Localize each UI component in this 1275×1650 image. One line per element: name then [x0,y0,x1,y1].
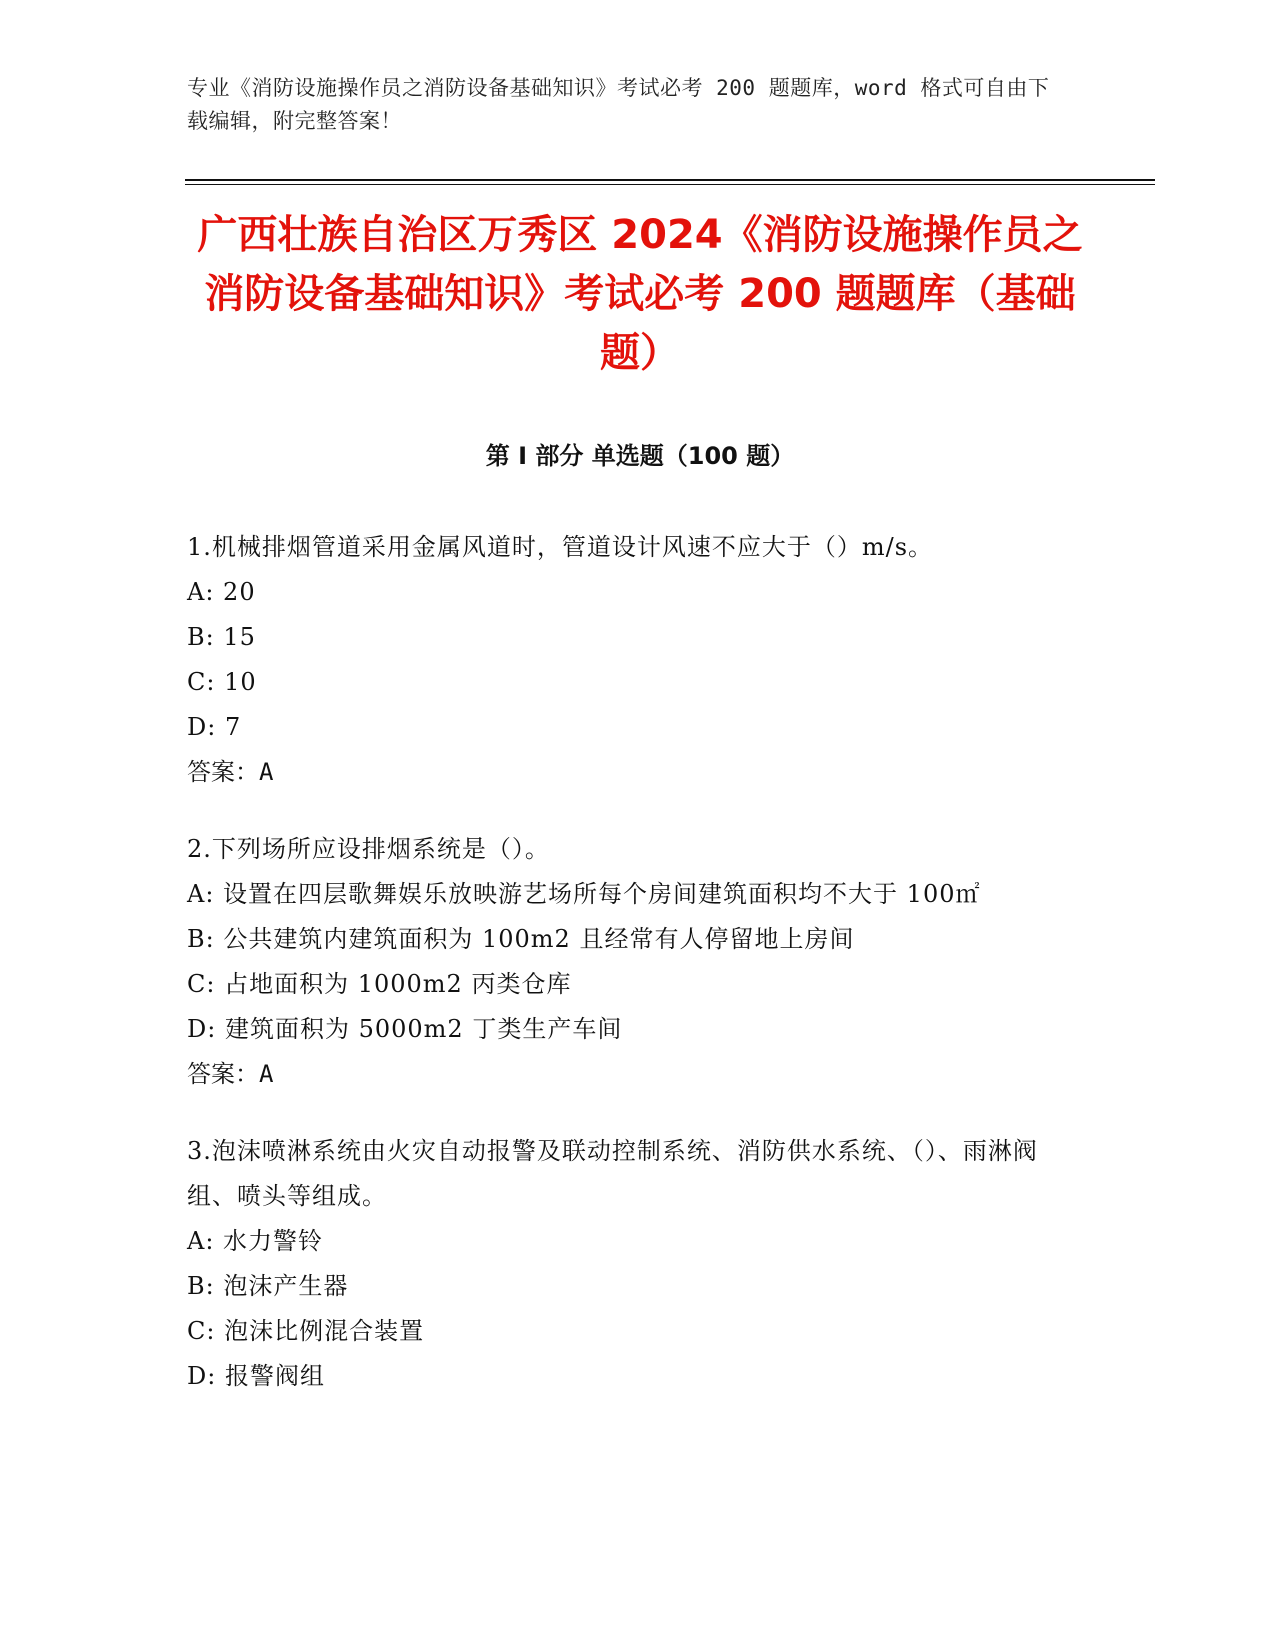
question-stem: 2.下列场所应设排烟系统是（）。 [187,835,550,863]
option-b: B: 泡沫产生器 [187,1272,349,1300]
option-c: C: 泡沫比例混合装置 [187,1317,425,1345]
section-title: 第 I 部分 单选题（100 题） [485,442,795,470]
question-stem: 1.机械排烟管道采用金属风道时，管道设计风速不应大于（）m/s。 [187,533,934,561]
option-b: B: 公共建筑内建筑面积为 100m2 且经常有人停留地上房间 [187,925,855,953]
answer-value: A [259,758,274,786]
question-list [187,525,1087,1431]
option-a: A: 20 [187,578,256,606]
answer-label: 答案： [187,1060,259,1088]
answer-line [187,750,1087,795]
question-stem: 3.泡沫喷淋系统由火灾自动报警及联动控制系统、消防供水系统、（）、雨淋阀组、喷头等组成。 [187,1137,1038,1210]
answer-value: A [259,1060,274,1088]
question-2 [187,827,1087,1097]
option-a: A: 水力警铃 [187,1227,324,1255]
header-divider-thin [185,184,1155,185]
header-note: 专业《消防设施操作员之消防设备基础知识》考试必考 200 题题库，word 格式可自由下载编辑，附完整答案！ [187,76,1050,133]
option-d: D: 7 [187,713,242,741]
document-title: 广西壮族自治区万秀区 2024《消防设施操作员之消防设备基础知识》考试必考 200 题题库（基础题） [197,212,1083,376]
answer-label: 答案： [187,758,259,786]
header-divider [185,179,1155,181]
option-b: B: 15 [187,623,256,651]
option-d: D: 建筑面积为 5000m2 丁类生产车间 [187,1015,623,1043]
option-a: A: 设置在四层歌舞娱乐放映游艺场所每个房间建筑面积均不大于 100㎡ [187,880,981,908]
question-1 [187,525,1087,795]
answer-line [187,1052,1087,1097]
option-c: C: 占地面积为 1000m2 丙类仓库 [187,970,572,998]
option-d: D: 报警阀组 [187,1362,325,1390]
question-3 [187,1129,1087,1399]
option-c: C: 10 [187,668,257,696]
